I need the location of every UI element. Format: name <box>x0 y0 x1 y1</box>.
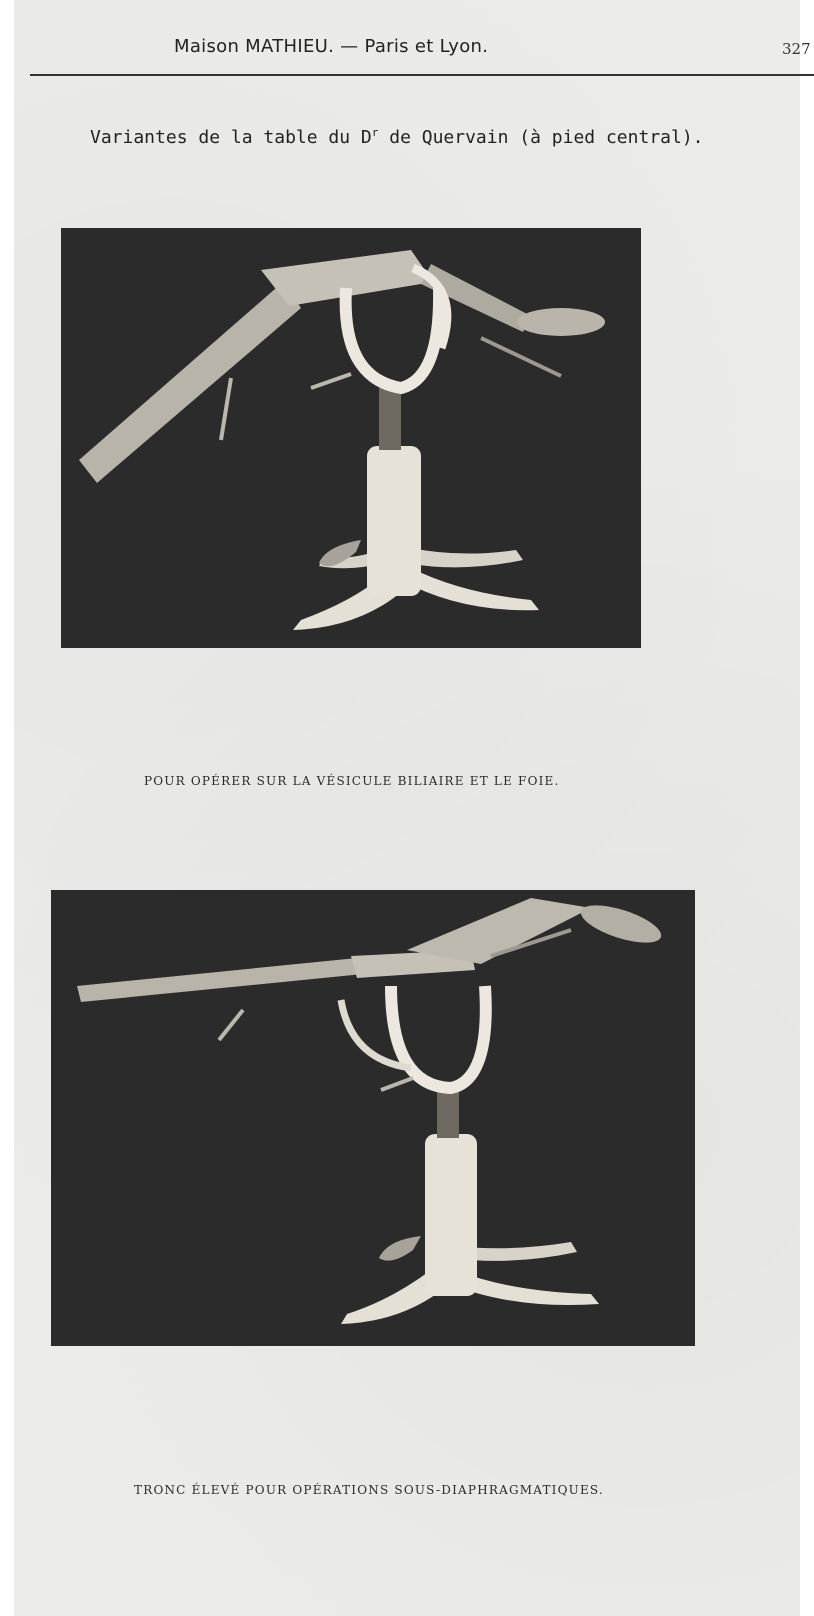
operating-table-illustration <box>61 228 641 648</box>
plate-caption-2: TRONC ÉLEVÉ POUR OPÉRATIONS SOUS-DIAPHRAGMATIQUES. <box>134 1483 604 1497</box>
section-title-end: de Quervain (à pied central). <box>378 127 704 148</box>
photo-operating-table-leg-lowered <box>61 228 641 648</box>
leg-plate <box>77 958 363 1002</box>
photo-operating-table-trunk-raised <box>51 890 695 1346</box>
head-rest <box>517 308 605 336</box>
running-head: Maison MATHIEU. — Paris et Lyon. <box>174 36 489 57</box>
section-title-superscript: r <box>371 126 379 139</box>
column-shaft <box>379 388 401 450</box>
book-page <box>14 0 811 1616</box>
support-rod <box>481 338 561 376</box>
page-number: 327 <box>782 40 811 58</box>
support-rod <box>221 378 231 440</box>
section-title-start: Variantes de la table du D <box>90 127 372 148</box>
pedal-lever <box>379 1236 421 1261</box>
support-rod <box>381 1078 413 1090</box>
base-leg <box>406 548 523 567</box>
support-rod <box>311 374 351 388</box>
pedestal-column <box>367 446 421 596</box>
frame-arc <box>391 986 486 1088</box>
pedestal-column <box>425 1134 477 1296</box>
leg-plate <box>79 282 301 483</box>
section-title <box>90 126 704 148</box>
frame-arc <box>346 288 439 388</box>
base-leg <box>401 568 539 610</box>
plate-caption-1: POUR OPÉRER SUR LA VÉSICULE BILIAIRE ET LE FOIE. <box>144 774 560 788</box>
support-rod <box>219 1010 243 1040</box>
operating-table-illustration <box>51 890 695 1346</box>
head-rest <box>577 898 666 951</box>
header-rule <box>30 74 814 76</box>
